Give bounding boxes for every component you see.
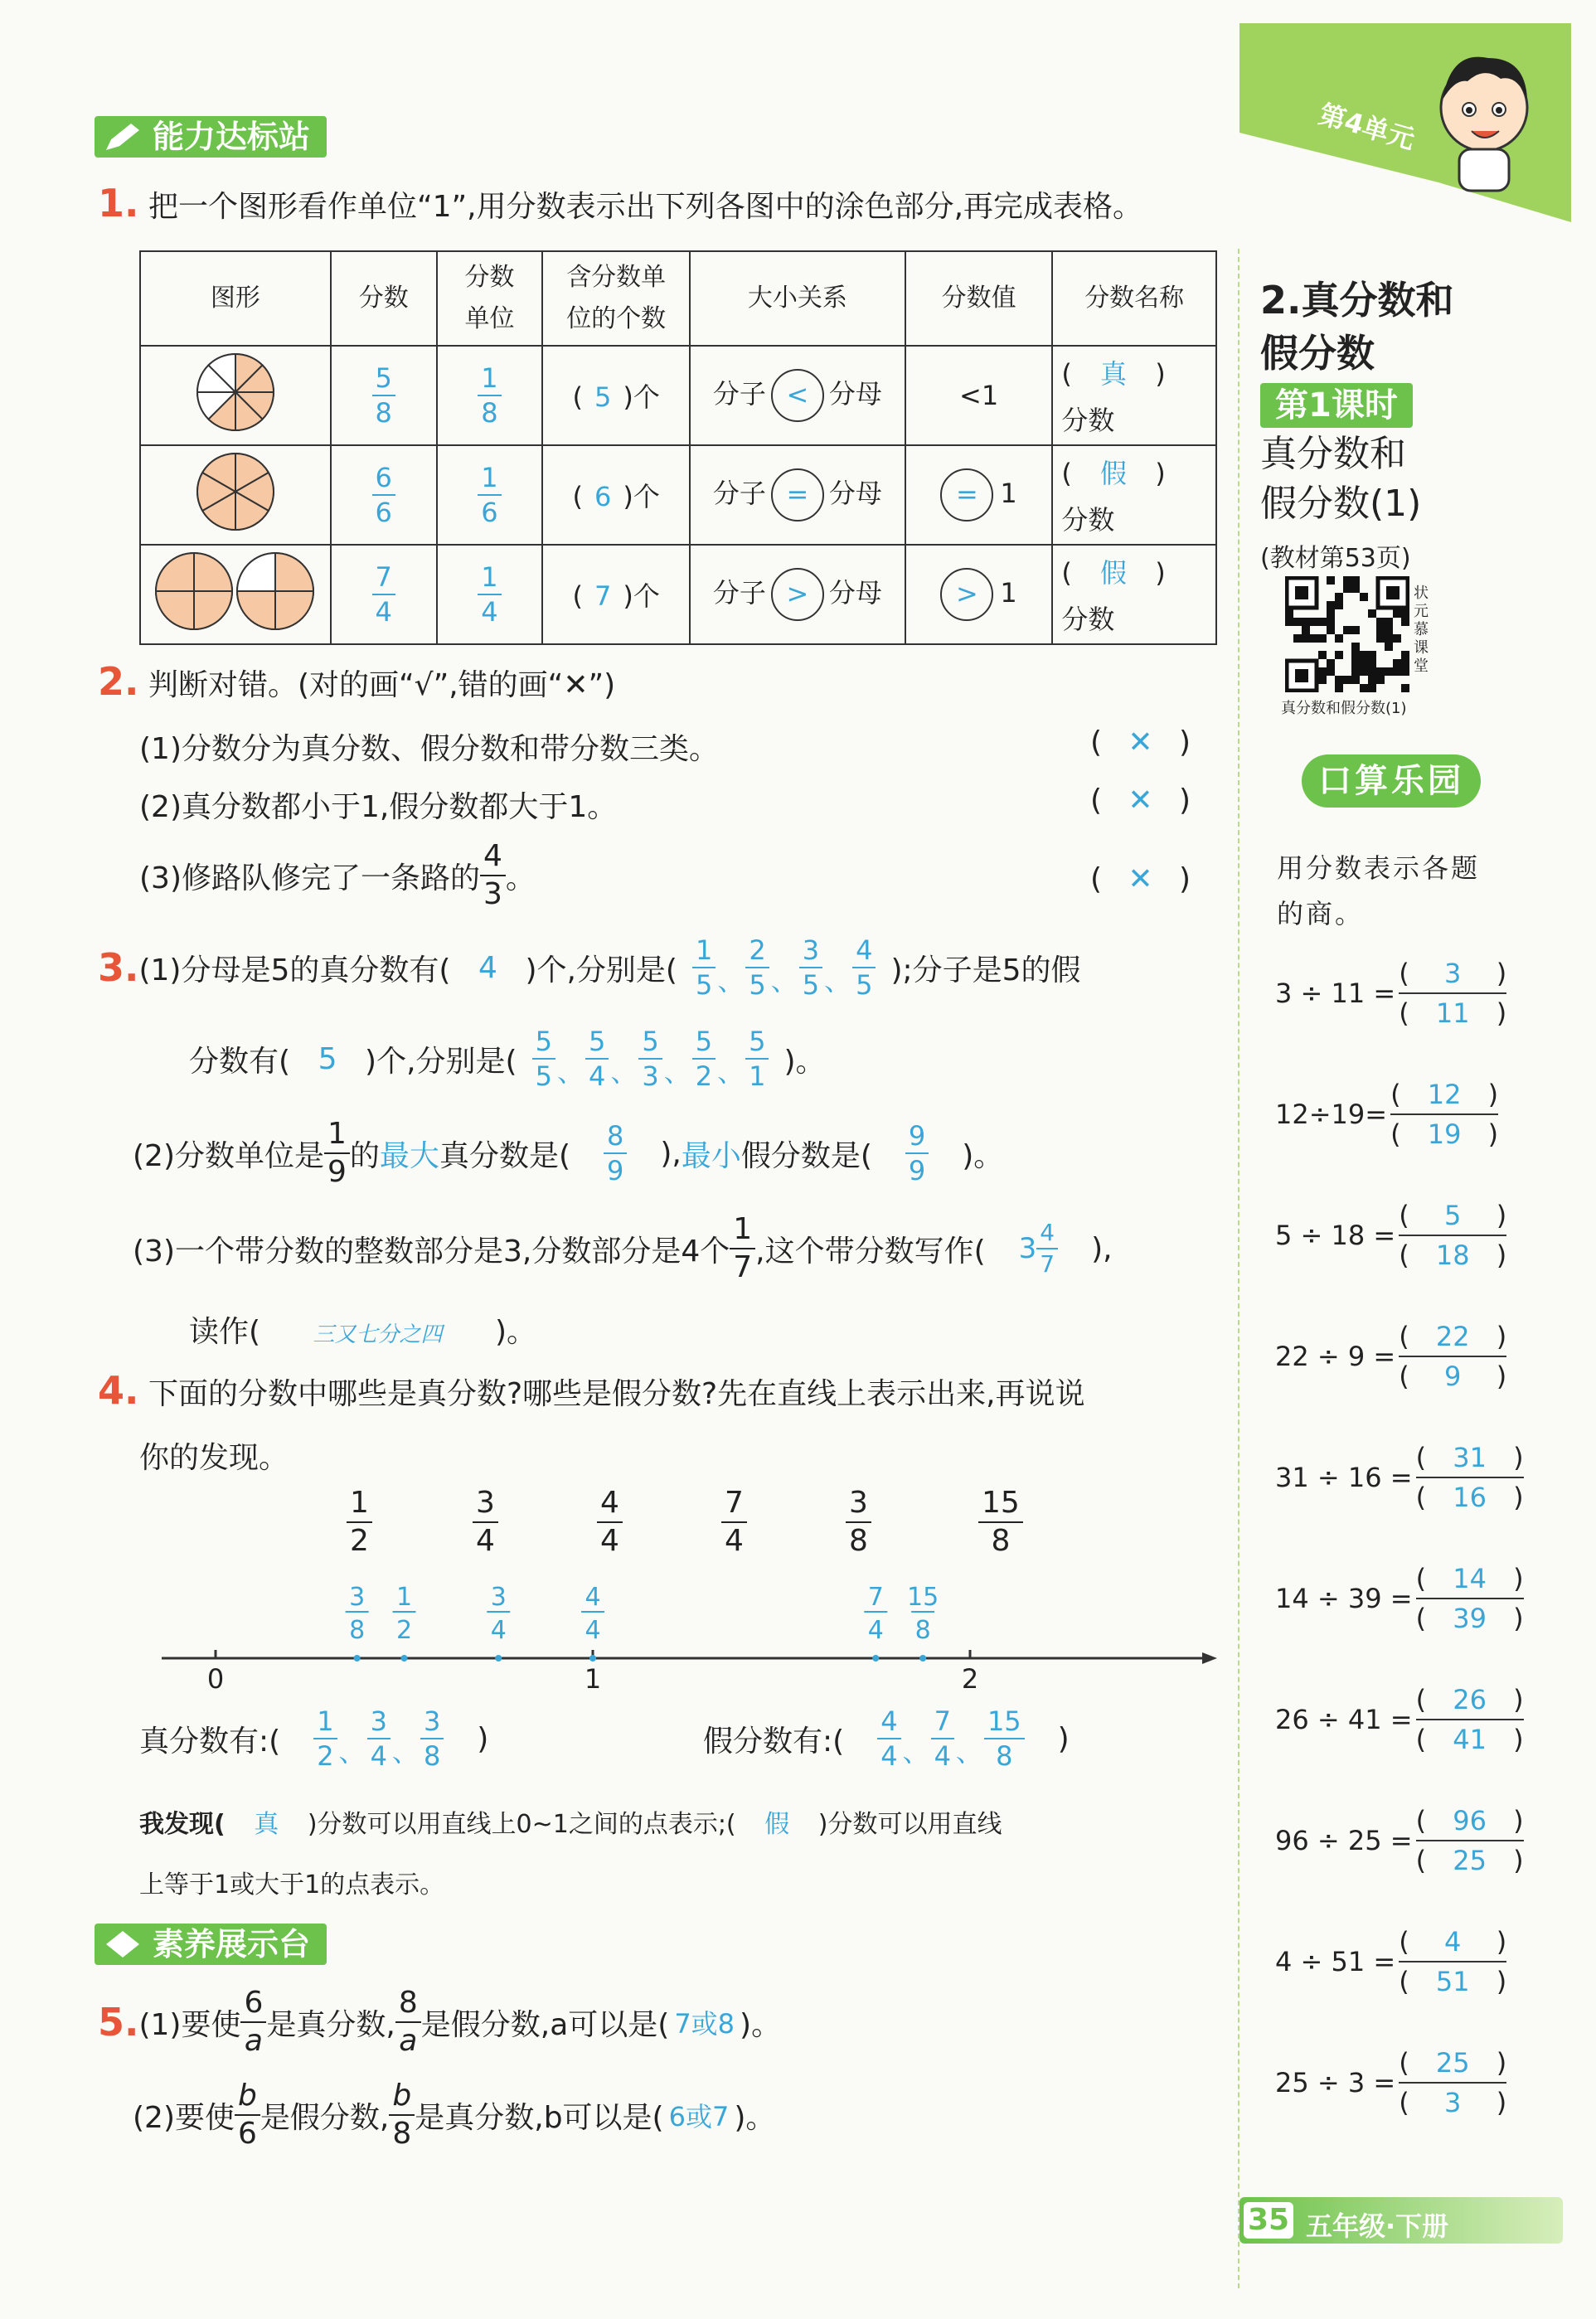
q2-item-2 <box>139 784 617 826</box>
count-cell: ( 6 )个 <box>542 445 690 545</box>
text: (2)分数单位是 <box>133 1138 324 1173</box>
answer-fraction: $\frac{7}{4}$ <box>372 564 395 625</box>
answer-fraction: $\frac{1}{5}$ <box>692 937 716 998</box>
text: 假分数 <box>1260 331 1375 376</box>
given-fraction: $\frac{7}{4}$ <box>721 1488 747 1556</box>
division-item <box>1275 1442 1524 1513</box>
table-header-row <box>140 251 1216 346</box>
answer-mark: ✕ <box>1128 784 1153 817</box>
name-cell: ( 真 ) 分数 <box>1052 346 1216 445</box>
section-title: 能力达标站 <box>153 119 311 155</box>
division-expression: 4 ÷ 51 = <box>1275 1946 1396 1977</box>
text: )分数可以用直线 <box>817 1810 1002 1839</box>
answer: 三又七分之四 <box>313 1322 443 1347</box>
table-row <box>140 545 1216 644</box>
separator: 、 <box>770 965 798 997</box>
fraction: $\frac{6}{a}$ <box>240 1988 266 2056</box>
header-cell: 分数名称 <box>1052 251 1216 346</box>
pie-slice <box>156 591 194 629</box>
answer-fraction-list <box>692 934 876 1001</box>
header-cell: 含分数单 位的个数 <box>542 251 690 346</box>
highlight-word: 最大 <box>379 1138 439 1173</box>
answer: 6或7 <box>668 2101 730 2132</box>
separator: 、 <box>338 1736 366 1768</box>
separator: 、 <box>663 1056 691 1088</box>
punctuation: 。 <box>505 861 536 895</box>
division-item <box>1275 1200 1506 1271</box>
point-mark <box>589 1655 596 1662</box>
pie-slice <box>237 553 275 591</box>
unit-cell <box>437 545 543 644</box>
number-line <box>149 1575 1227 1691</box>
value-cell: <1 <box>905 346 1053 445</box>
point-mark <box>354 1655 361 1662</box>
given-fraction: $\frac{3}{8}$ <box>846 1488 871 1556</box>
q3-part2 <box>133 1119 1003 1187</box>
period-badge <box>1260 383 1413 428</box>
answer-fraction[interactable]: ( 14 ) ( 39 ) <box>1415 1563 1524 1634</box>
q5-part1 <box>98 1988 781 2056</box>
unit-cell <box>437 346 543 445</box>
pie-figure <box>144 347 327 438</box>
text: 的 <box>349 1138 380 1173</box>
point-label-denominator: 4 <box>867 1616 884 1645</box>
axis-arrow-icon <box>1202 1652 1217 1664</box>
fraction: $\frac{1}{9}$ <box>324 1119 350 1187</box>
answer-fraction[interactable]: ( 12 ) ( 19 ) <box>1390 1079 1499 1150</box>
given-fraction: $\frac{3}{4}$ <box>473 1488 498 1556</box>
division-item <box>1275 2047 1506 2118</box>
fraction: $\frac{b}{8}$ <box>389 2081 415 2149</box>
division-expression: 26 ÷ 41 = <box>1275 1704 1413 1735</box>
text: 口算乐园 <box>1318 762 1464 800</box>
text: 状元慕课堂 <box>1414 585 1429 675</box>
q3-part1-line2 <box>189 1026 826 1092</box>
section-title: 素养展示台 <box>153 1926 311 1962</box>
text: 2. <box>1260 278 1302 323</box>
text: 的商。 <box>1277 898 1365 929</box>
pencil-icon <box>106 124 139 150</box>
question-number: 1. <box>98 181 139 226</box>
text: (1)分母是5的真分数有( <box>138 953 451 987</box>
oral-calc-badge <box>1302 754 1481 808</box>
pie-slice <box>275 553 313 591</box>
value-cell: = 1 <box>905 445 1053 545</box>
point-mark <box>495 1655 502 1662</box>
count-cell: ( 7 )个 <box>542 545 690 644</box>
text: 分数有( <box>189 1044 291 1079</box>
answer: 假 <box>764 1810 790 1839</box>
pie-slice <box>194 553 232 591</box>
text: )。 <box>740 2007 782 2042</box>
division-item <box>1275 1079 1498 1150</box>
fraction-cell <box>331 346 437 445</box>
value-cell: > 1 <box>905 545 1053 644</box>
answer: 4 <box>478 950 497 985</box>
q4-prompt-cont <box>139 1434 289 1477</box>
division-expression: 14 ÷ 39 = <box>1275 1583 1413 1614</box>
figure-cell <box>140 545 331 644</box>
text: 是真分数,b可以是( <box>415 2100 664 2135</box>
relation-cell: 分子 > 分母 <box>690 545 905 644</box>
fraction-cell <box>331 445 437 545</box>
figure-cell <box>140 445 331 545</box>
separator: 、 <box>955 1736 982 1768</box>
text: (教材第53页) <box>1260 544 1411 573</box>
answer-fraction: $\frac{3}{4}$ <box>367 1708 391 1769</box>
q1-prompt <box>98 181 1142 226</box>
answer-fraction: $\frac{9}{9}$ <box>905 1123 929 1184</box>
q4-given-fractions <box>0 1488 1244 1571</box>
division-expression: 25 ÷ 3 = <box>1275 2067 1396 2098</box>
answer-fraction: $\frac{7}{4}$ <box>931 1708 954 1769</box>
header-cell: 大小关系 <box>690 251 905 346</box>
pie-figure <box>144 546 327 637</box>
answer-fraction[interactable]: ( 25 ) ( 3 ) <box>1399 2047 1507 2118</box>
text: 是假分数, <box>260 2100 390 2135</box>
q4-prompt <box>98 1368 1085 1413</box>
pie-slice <box>275 591 313 629</box>
text: )。 <box>783 1044 826 1079</box>
division-expression: 5 ÷ 18 = <box>1275 1220 1396 1251</box>
text: );分子是5的假 <box>890 953 1081 987</box>
text: 是真分数, <box>266 2007 395 2042</box>
question-number: 3. <box>98 945 139 990</box>
q2-answer-box-3[interactable]: ( ✕ ) <box>1090 862 1191 896</box>
point-label-denominator: 4 <box>490 1616 507 1645</box>
answer-fraction: $\frac{8}{9}$ <box>604 1123 627 1184</box>
text: )个,分别是( <box>525 953 677 987</box>
axis-tick-label: 2 <box>961 1663 979 1691</box>
pie-slice <box>194 591 232 629</box>
text: )。 <box>494 1315 536 1349</box>
answer-fraction[interactable]: ( 4 ) ( 51 ) <box>1399 1926 1507 1997</box>
fraction: $\frac{4}{3}$ <box>480 842 506 910</box>
book-reference <box>1260 537 1411 574</box>
section-banner-ability <box>95 116 327 158</box>
fraction: $\frac{8}{a}$ <box>395 1988 421 2056</box>
answer-mark: ✕ <box>1128 725 1153 759</box>
q3-part1-line1 <box>98 934 1081 1001</box>
relation-cell: 分子 < 分母 <box>690 346 905 445</box>
sidebar-divider <box>1238 249 1239 2288</box>
answer-fraction: $\frac{4}{7}$ <box>1036 1221 1058 1276</box>
pie-slice <box>156 553 194 591</box>
point-label-numerator: 4 <box>585 1583 601 1612</box>
table-row <box>140 346 1216 445</box>
answer-fraction[interactable]: ( 26 ) ( 41 ) <box>1415 1684 1524 1755</box>
answer-fraction: $\frac{5}{4}$ <box>585 1028 609 1089</box>
separator: 、 <box>717 965 745 997</box>
division-expression: 31 ÷ 16 = <box>1275 1462 1413 1493</box>
answer: 5 <box>318 1041 337 1076</box>
text: 真分数和假分数(1) <box>1281 700 1407 717</box>
point-label-denominator: 8 <box>349 1616 366 1645</box>
answer-fraction-list <box>532 1026 769 1092</box>
separator: 、 <box>610 1056 638 1088</box>
answer-fraction: $\frac{5}{2}$ <box>692 1028 716 1089</box>
header-cell: 分数 <box>331 251 437 346</box>
text: 真分数是( <box>439 1138 570 1173</box>
q2-answer-box-1[interactable]: ( ✕ ) <box>1090 725 1191 759</box>
label: 假分数有:( <box>703 1724 845 1759</box>
answer-whole: 3 <box>1018 1232 1037 1265</box>
point-mark <box>919 1655 926 1662</box>
text: ), <box>660 1136 682 1171</box>
count-cell: ( 5 )个 <box>542 346 690 445</box>
answer-fraction[interactable]: ( 31 ) ( 16 ) <box>1415 1442 1524 1513</box>
answer-fraction: $\frac{1}{6}$ <box>478 464 501 526</box>
point-label-denominator: 4 <box>585 1616 601 1645</box>
oral-instruction <box>1277 846 1480 937</box>
lesson-subtitle <box>1260 429 1421 529</box>
q3-part3-read <box>189 1308 536 1351</box>
answer: 7或8 <box>674 2008 735 2040</box>
text: )个,分别是( <box>365 1044 517 1079</box>
text: 我发现( <box>139 1810 226 1839</box>
answer-fraction: $\frac{5}{5}$ <box>532 1028 555 1089</box>
division-item <box>1275 1321 1506 1392</box>
answer-fraction[interactable]: ( 96 ) ( 25 ) <box>1415 1805 1524 1876</box>
relation-cell: 分子 = 分母 <box>690 445 905 545</box>
answer-mark: ✕ <box>1128 862 1153 896</box>
question-text: 下面的分数中哪些是真分数?哪些是假分数?先在直线上表示出来,再说说 <box>148 1377 1085 1411</box>
q2-item-1 <box>139 725 719 768</box>
q4-finding-cont <box>139 1864 444 1900</box>
division-expression: 3 ÷ 11 = <box>1275 978 1396 1009</box>
text: 第4单元 <box>1315 98 1419 156</box>
point-mark <box>872 1655 879 1662</box>
answer-fraction: $\frac{3}{5}$ <box>799 937 822 998</box>
text: ,这个带分数写作( <box>755 1234 986 1269</box>
q3-part3 <box>133 1212 1113 1284</box>
answer-fraction: $\frac{1}{4}$ <box>478 564 501 625</box>
point-label-denominator: 8 <box>914 1616 931 1645</box>
q4-proper <box>139 1705 489 1772</box>
answer-fraction: $\frac{5}{1}$ <box>745 1028 769 1089</box>
answer-fraction-list <box>877 1705 1024 1772</box>
answer-fraction: $\frac{5}{8}$ <box>372 365 395 426</box>
point-label-numerator: 15 <box>907 1583 939 1612</box>
text: 上等于1或大于1的点表示。 <box>139 1870 445 1899</box>
answer-fraction: $\frac{1}{2}$ <box>313 1708 337 1769</box>
q5-part2 <box>133 2081 775 2149</box>
pie-figure <box>144 446 327 537</box>
question-text: 把一个图形看作单位“1”,用分数表示出下列各图中的涂色部分,再完成表格。 <box>148 190 1143 224</box>
cap-icon <box>106 1931 139 1958</box>
separator: 、 <box>717 1056 745 1088</box>
point-mark <box>401 1655 408 1662</box>
axis-tick-label: 1 <box>584 1663 602 1691</box>
statement: (1)分数分为真分数、假分数和带分数三类。 <box>139 732 719 766</box>
answer-fraction-list <box>313 1705 444 1772</box>
fraction: $\frac{b}{6}$ <box>235 2081 260 2149</box>
answer-fraction[interactable]: ( 22 ) ( 9 ) <box>1399 1321 1507 1392</box>
q4-improper <box>703 1705 1070 1772</box>
division-item <box>1275 1926 1506 1997</box>
answer-fraction: $\frac{1}{8}$ <box>478 365 501 426</box>
division-expression: 22 ÷ 9 = <box>1275 1341 1396 1372</box>
answer-fraction: $\frac{2}{5}$ <box>745 937 769 998</box>
kid-avatar-icon <box>1426 33 1542 199</box>
question-text: 你的发现。 <box>139 1441 289 1475</box>
fraction: $\frac{1}{7}$ <box>730 1215 755 1283</box>
given-fraction: $\frac{4}{4}$ <box>597 1488 623 1556</box>
pie-slice <box>237 591 275 629</box>
text: 读作( <box>189 1315 261 1349</box>
text: (3)一个带分数的整数部分是3,分数部分是4个 <box>133 1234 730 1269</box>
answer: 5 <box>594 381 612 413</box>
text: 真分数和 <box>1260 433 1406 475</box>
q2-answer-box-2[interactable]: ( ✕ ) <box>1090 784 1191 817</box>
answer-fraction: $\frac{15}{8}$ <box>984 1708 1025 1769</box>
given-fraction: $\frac{15}{8}$ <box>978 1488 1023 1556</box>
text: 五年级·下册 <box>1306 2210 1449 2242</box>
value-circle[interactable]: > <box>940 568 993 621</box>
question-number: 2. <box>98 659 139 704</box>
text: 是假分数,a可以是( <box>420 2007 670 2042</box>
qr-caption <box>1281 696 1407 718</box>
answer: 7 <box>594 580 612 612</box>
statement: (2)真分数都小于1,假分数都大于1。 <box>139 790 618 824</box>
question-number: 4. <box>98 1368 139 1413</box>
lesson-title <box>1260 274 1453 380</box>
text: )。 <box>962 1138 1004 1173</box>
label: 真分数有:( <box>139 1724 281 1759</box>
answer-fraction: $\frac{5}{3}$ <box>638 1028 662 1089</box>
relation-circle[interactable]: < <box>771 369 824 422</box>
answer: 6 <box>594 481 612 512</box>
text: )分数可以用直线上0~1之间的点表示;( <box>307 1810 736 1839</box>
name-cell: ( 假 ) 分数 <box>1052 445 1216 545</box>
answer-fraction[interactable]: ( 3 ) ( 11 ) <box>1399 958 1507 1029</box>
point-label-numerator: 3 <box>349 1583 366 1612</box>
relation-circle[interactable]: = <box>771 468 824 522</box>
division-item <box>1275 1684 1524 1755</box>
qr-code-icon[interactable] <box>1285 576 1409 692</box>
text: ), <box>1091 1231 1113 1266</box>
q4-finding <box>139 1803 1002 1840</box>
answer: 真 <box>254 1810 279 1839</box>
question-number: 5. <box>98 2000 139 2045</box>
division-item <box>1275 1563 1524 1634</box>
answer-fraction: $\frac{4}{4}$ <box>877 1708 900 1769</box>
value-circle[interactable]: = <box>940 468 993 522</box>
point-label-denominator: 2 <box>395 1616 413 1645</box>
separator: 、 <box>391 1736 419 1768</box>
text: 第1课时 <box>1275 386 1398 425</box>
q2-item-3 <box>139 839 536 911</box>
text: 真分数和 <box>1301 278 1454 323</box>
relation-circle[interactable]: > <box>771 568 824 621</box>
point-label-numerator: 1 <box>395 1583 413 1612</box>
point-label-numerator: 3 <box>490 1583 507 1612</box>
text: ) <box>477 1721 489 1756</box>
text: 用分数表示各题 <box>1277 852 1481 884</box>
unit-cell <box>437 445 543 545</box>
fraction-cell <box>331 545 437 644</box>
qr-side-label <box>1414 585 1432 676</box>
q2-prompt <box>98 659 615 704</box>
answer-fraction: $\frac{6}{6}$ <box>372 464 395 526</box>
division-item <box>1275 958 1506 1029</box>
text: ) <box>1057 1721 1070 1756</box>
given-fraction: $\frac{1}{2}$ <box>347 1488 372 1556</box>
table-row <box>140 445 1216 545</box>
statement: (3)修路队修完了一条路的 <box>139 861 480 895</box>
point-label-numerator: 7 <box>867 1583 884 1612</box>
text: (2)要使 <box>133 2100 235 2135</box>
q1-table <box>139 250 1217 645</box>
page-number <box>1244 2202 1293 2239</box>
answer-fraction[interactable]: ( 5 ) ( 18 ) <box>1399 1200 1507 1271</box>
division-expression: 96 ÷ 25 = <box>1275 1825 1413 1856</box>
section-banner-literacy <box>95 1924 327 1965</box>
separator: 、 <box>902 1736 929 1768</box>
division-expression: 12÷19= <box>1275 1099 1388 1130</box>
header-cell: 分数 单位 <box>437 251 543 346</box>
text: )。 <box>734 2100 776 2135</box>
name-cell: ( 假 ) 分数 <box>1052 545 1216 644</box>
separator: 、 <box>824 965 851 997</box>
answer-fraction: $\frac{3}{8}$ <box>420 1708 444 1769</box>
text: 35 <box>1247 2203 1290 2237</box>
separator: 、 <box>556 1056 584 1088</box>
axis-tick-label: 0 <box>206 1663 225 1691</box>
figure-cell <box>140 346 331 445</box>
question-text: 判断对错。(对的画“√”,错的画“✕”) <box>148 668 616 702</box>
answer-fraction: $\frac{4}{5}$ <box>852 937 876 998</box>
highlight-word: 最小 <box>681 1138 741 1173</box>
text: 假分数是( <box>740 1138 872 1173</box>
header-cell: 图形 <box>140 251 331 346</box>
text: (1)要使 <box>138 2007 241 2042</box>
text: 假分数(1) <box>1260 483 1422 525</box>
grade-label <box>1306 2205 1448 2244</box>
division-item <box>1275 1805 1524 1876</box>
header-cell: 分数值 <box>905 251 1053 346</box>
